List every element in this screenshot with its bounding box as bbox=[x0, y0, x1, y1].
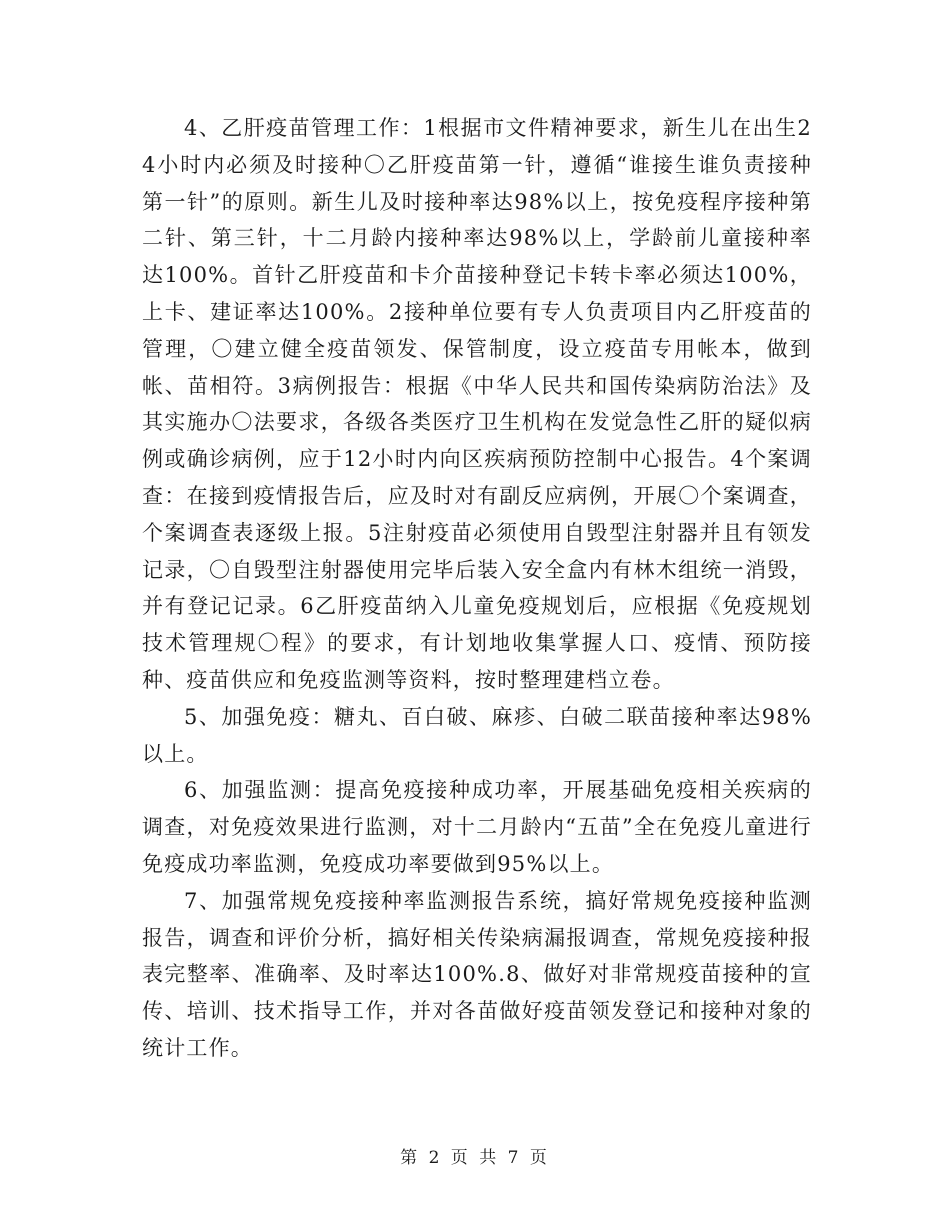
paragraph-reporting-system: 7、加强常规免疫接种率监测报告系统，搞好常规免疫接种监测报告，调查和评价分析，搞好相关传染病漏报调查，常规免疫接种报表完整率、准确率、及时率达100%.8、做好对非常规疫苗接种的宣传、培训、技术指导工作，并对各苗做好疫苗领发登记和接种对象的统计工作。 bbox=[142, 888, 812, 1060]
page-number-footer: 第 2 页 共 7 页 bbox=[400, 1148, 550, 1168]
paragraph-hepatitis-b-vaccine: 4、乙肝疫苗管理工作：1根据市文件精神要求，新生儿在出生24小时内必须及时接种〇乙肝疫苗第一针，遵循“谁接生谁负责接种第一针”的原则。新生儿及时接种率达98%以上，按免疫程序接种第二针、第三针，十二月龄内接种率达98%以上，学龄前儿童接种率达100%。首针乙肝疫苗和卡介苗接种登记卡转卡率必须达100%，上卡、建证率达100%。2接种单位要有专人负责项目内乙肝疫苗的管理，〇建立健全疫苗领发、保管制度，设立疫苗专用帐本，做到帐、苗相符。3病例报告：根据《中华人民共和国传染病防治法》及其实施办〇法要求，各级各类医疗卫生机构在发觉急性乙肝的疑似病例或确诊病例，应于12小时内向区疾病预防控制中心报告。4个案调查：在接到疫情报告后，应及时对有副反应病例，开展〇个案调查，个案调查表逐级上报。5注射疫苗必须使用自毁型注射器并且有领发记录，〇自毁型注射器使用完毕后装入安全盒内有林木组统一消毁，并有登记记录。6乙肝疫苗纳入儿童免疫规划后，应根据《免疫规划技术管理规〇程》的要求，有计划地收集掌握人口、疫情、预防接种、疫苗供应和免疫监测等资料，按时整理建档立卷。 bbox=[142, 116, 812, 692]
paragraph-booster-immunization: 5、加强免疫：糖丸、百白破、麻疹、白破二联苗接种率达98%以上。 bbox=[142, 704, 812, 766]
paragraph-monitoring: 6、加强监测：提高免疫接种成功率，开展基础免疫相关疾病的调查，对免疫效果进行监测，对十二月龄内“五苗”全在免疫儿童进行免疫成功率监测，免疫成功率要做到95%以上。 bbox=[142, 778, 812, 876]
document-body bbox=[142, 110, 812, 1067]
